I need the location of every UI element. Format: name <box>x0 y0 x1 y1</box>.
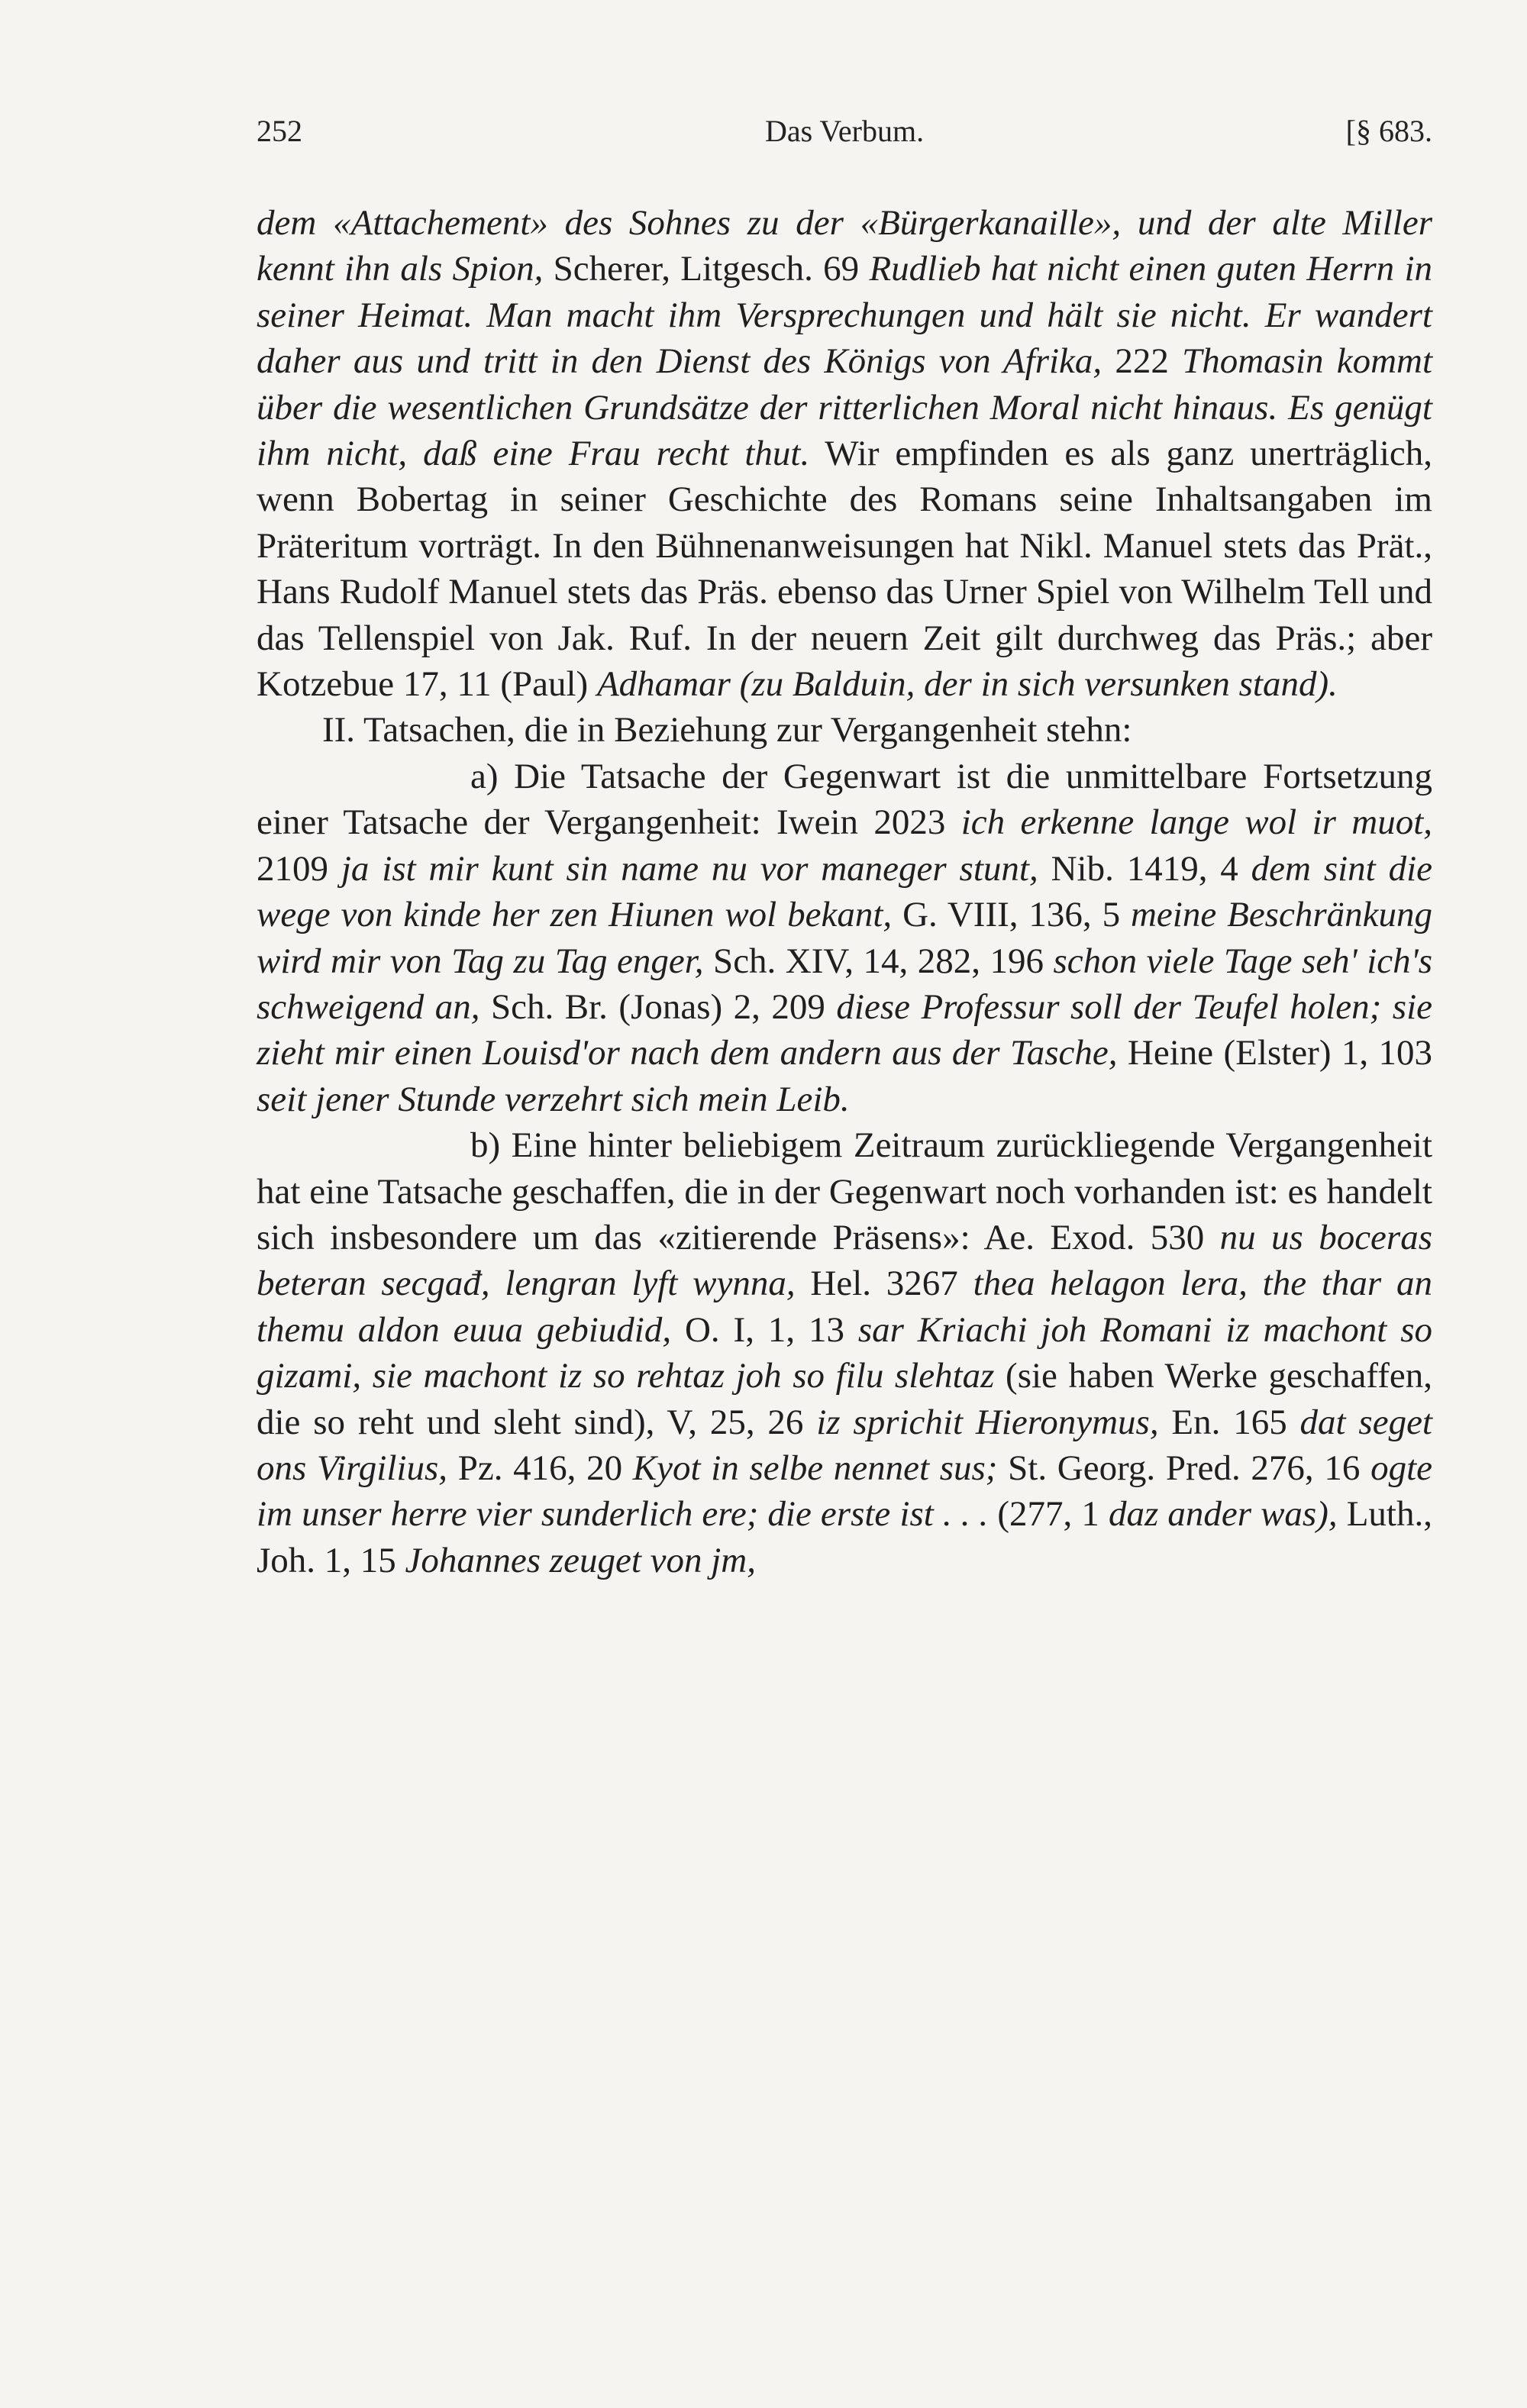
quotation-text: meine Beschränkung wird mir von Tag zu Tag enger, <box>257 895 1432 981</box>
quotation-text: sar Kriachi joh Romani iz machont so gizami, sie machont iz so rehtaz joh so filu slehtaz <box>257 1309 1433 1396</box>
quotation-text: dat seget ons Virgilius, <box>257 1402 1432 1488</box>
body-text-segment: (sie haben Werke geschaffen, die so reht und sleht sind), V, 25, 26 <box>257 1356 1432 1442</box>
quotation-text: iz sprichit Hieronymus, <box>816 1402 1159 1442</box>
paragraph <box>257 200 1432 707</box>
body-text-segment: Hel. 3267 <box>795 1264 973 1304</box>
quotation-text: ogte im unser herre vier sunderlich ere; die erste ist . . . <box>257 1448 1432 1535</box>
quotation-text: ja ist mir kunt sin name nu vor maneger stunt, <box>341 848 1038 889</box>
quotation-text: schon viele Tage seh' ich's schweigend an, <box>257 941 1432 1027</box>
quotation-text: dem «Attachement» des Sohnes zu der «Bürgerkanaille», und der alte Miller kennt ihn als Spion, <box>257 203 1432 289</box>
body-text-segment: Luth., Joh. 1, 15 <box>257 1494 1432 1580</box>
body-text-segment: O. I, 1, 13 <box>671 1309 858 1350</box>
body-text-segment: a) Die Tatsache der Gegenwart ist die unmittelbare Fortsetzung einer Tatsache der Vergangenheit: Iwein 2023 <box>257 756 1432 843</box>
body-text-segment: Sch. XIV, 14, 282, 196 <box>703 941 1054 981</box>
quotation-text: diese Professur soll der Teufel holen; sie zieht mir einen Louisd'or nach dem andern aus der Tasche, <box>257 986 1432 1073</box>
body-text-segment: 222 <box>1102 341 1183 382</box>
quotation-text: dem sint die wege von kinde her zen Hiunen wol bekant, <box>257 848 1433 935</box>
running-title: Das Verbum. <box>764 114 925 148</box>
body-text-segment: (277, 1 <box>988 1494 1109 1535</box>
page-number: 252 <box>257 114 302 148</box>
body-text-segment: Heine (Elster) 1, 103 <box>1117 1033 1432 1073</box>
body-text-segment: Sch. Br. (Jonas) 2, 209 <box>479 986 837 1027</box>
body-text-segment: Wir empfinden es als ganz unerträglich, wenn Bobertag in seiner Geschichte des Romans seine Inhaltsangaben im Präteritum vorträgt. In den Bühnenanweisungen hat Nikl. Manuel stets das Prät., Hans Rudolf Manuel stets das Präs. ebenso das Urner Spiel von Wilhelm Tell und das Tellenspiel von Jak. Ruf. In der neuern Zeit gilt durchweg das Präs.; aber Kotzebue 17, 11 (Paul) <box>257 434 1432 705</box>
quotation-text: Rudlieb hat nicht einen guten Herrn in seiner Heimat. Man macht ihm Versprechungen und hält sie nicht. Er wandert daher aus und tritt in den Dienst des Königs von Afrika, <box>257 249 1432 382</box>
paragraph <box>257 754 1432 1122</box>
body-text-segment: G. VIII, 136, 5 <box>892 895 1131 935</box>
section-reference: [§ 683. <box>1345 114 1432 148</box>
body-text <box>257 200 1432 1583</box>
paragraph <box>257 707 1432 753</box>
body-text-segment: 2109 <box>257 848 341 889</box>
quotation-text: ich erkenne lange wol ir muot, <box>960 802 1432 843</box>
quotation-text: Johannes zeuget von jm, <box>405 1540 756 1580</box>
quotation-text: Kyot in selbe nennet sus; <box>632 1448 998 1488</box>
body-text-segment: En. 165 <box>1158 1402 1300 1442</box>
body-text-segment: Nib. 1419, 4 <box>1038 848 1251 889</box>
quotation-text: thea helagon lera, the thar an themu aldon euua gebiudid, <box>257 1264 1432 1350</box>
running-header <box>257 113 1432 159</box>
body-text-segment: Pz. 416, 20 <box>447 1448 633 1488</box>
quotation-text: Adhamar (zu Balduin, der in sich versunken stand). <box>596 664 1338 705</box>
quotation-text: daz ander was), <box>1108 1494 1338 1535</box>
body-text-segment: Scherer, Litgesch. 69 <box>543 249 870 289</box>
paragraph <box>257 1122 1432 1583</box>
quotation-text: seit jener Stunde verzehrt sich mein Leib. <box>257 1079 850 1119</box>
quotation-text: nu us boceras beteran secgađ, lengran lyft wynna, <box>257 1217 1432 1304</box>
body-text-segment: II. Tatsachen, die in Beziehung zur Vergangenheit stehn: <box>322 710 1132 750</box>
quotation-text: Thomasin kommt über die wesentlichen Grundsätze der ritterlichen Moral nicht hinaus. Es genügt ihm nicht, daß eine Frau recht thut. <box>257 341 1433 474</box>
body-text-segment: St. Georg. Pred. 276, 16 <box>997 1448 1371 1488</box>
body-text-segment: b) Eine hinter beliebigem Zeitraum zurückliegende Vergangenheit hat eine Tatsache geschaffen, die in der Gegenwart noch vorhanden ist: es handelt sich insbesondere um das «zitierende Präsens»: Ae. Exod. 530 <box>257 1125 1432 1257</box>
